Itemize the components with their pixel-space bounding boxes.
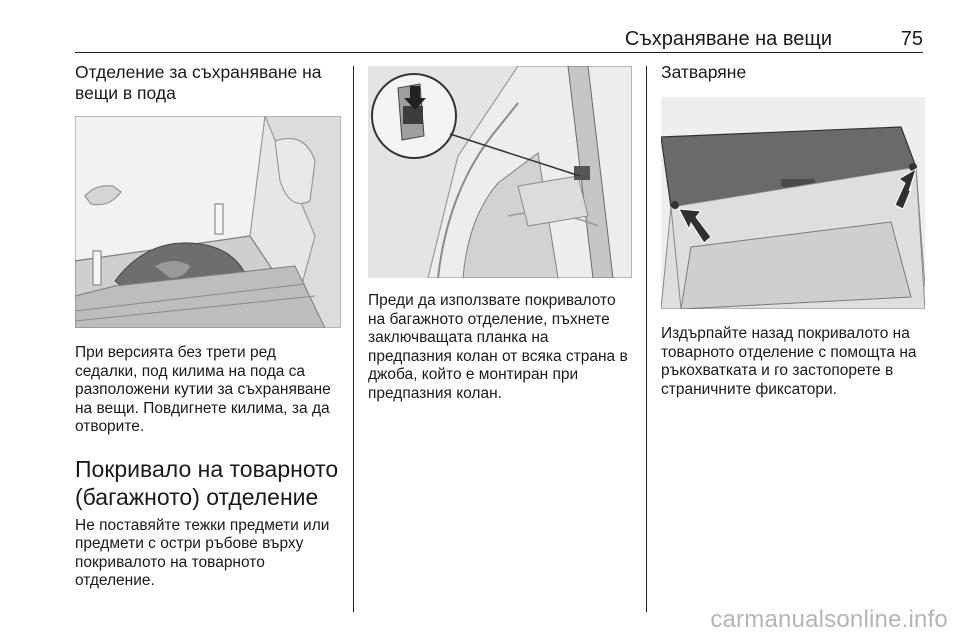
column-right [661, 62, 925, 399]
column-left [75, 62, 341, 591]
header-rule [75, 52, 923, 53]
seat-belt-latch-paragraph: Преди да използвате покривалото на багажното отделение, пъхнете заключващата планка на предпазния колан от всяка страна в джоба, който е монтиран при предпазния колан. [368, 292, 628, 402]
underfloor-storage-heading: Отделение за съхраняване на вещи в пода [75, 62, 322, 103]
column-divider-right [646, 66, 647, 612]
closing-heading: Затваряне [661, 62, 747, 82]
watermark: carmanualsonline.info [710, 606, 948, 633]
load-compartment-cover-heading: Покривало на товарното (багажното) отделение [75, 455, 339, 510]
load-compartment-cover-paragraph: Не поставяйте тежки предмети или предмети с остри ръбове върху покривалото на товарното отделение. [75, 516, 330, 589]
closing-paragraph: Издърпайте назад покривалото на товарното отделение с помощта на ръкохватката и го застопорете в страничните фиксатори. [661, 325, 917, 398]
underfloor-storage-paragraph: При версията без трети ред седалки, под килима на пода са разположени кутии за съхраняване на вещи. Повдигнете килима, за да отворите. [75, 344, 331, 435]
column-middle [368, 62, 632, 403]
page-number: 75 [900, 28, 923, 50]
column-divider-left [353, 66, 354, 612]
cover-closing-illustration [661, 97, 925, 309]
underfloor-storage-illustration [75, 116, 341, 328]
seat-belt-latch-illustration [368, 66, 632, 278]
page-header-title: Съхраняване на вещи [624, 28, 832, 50]
